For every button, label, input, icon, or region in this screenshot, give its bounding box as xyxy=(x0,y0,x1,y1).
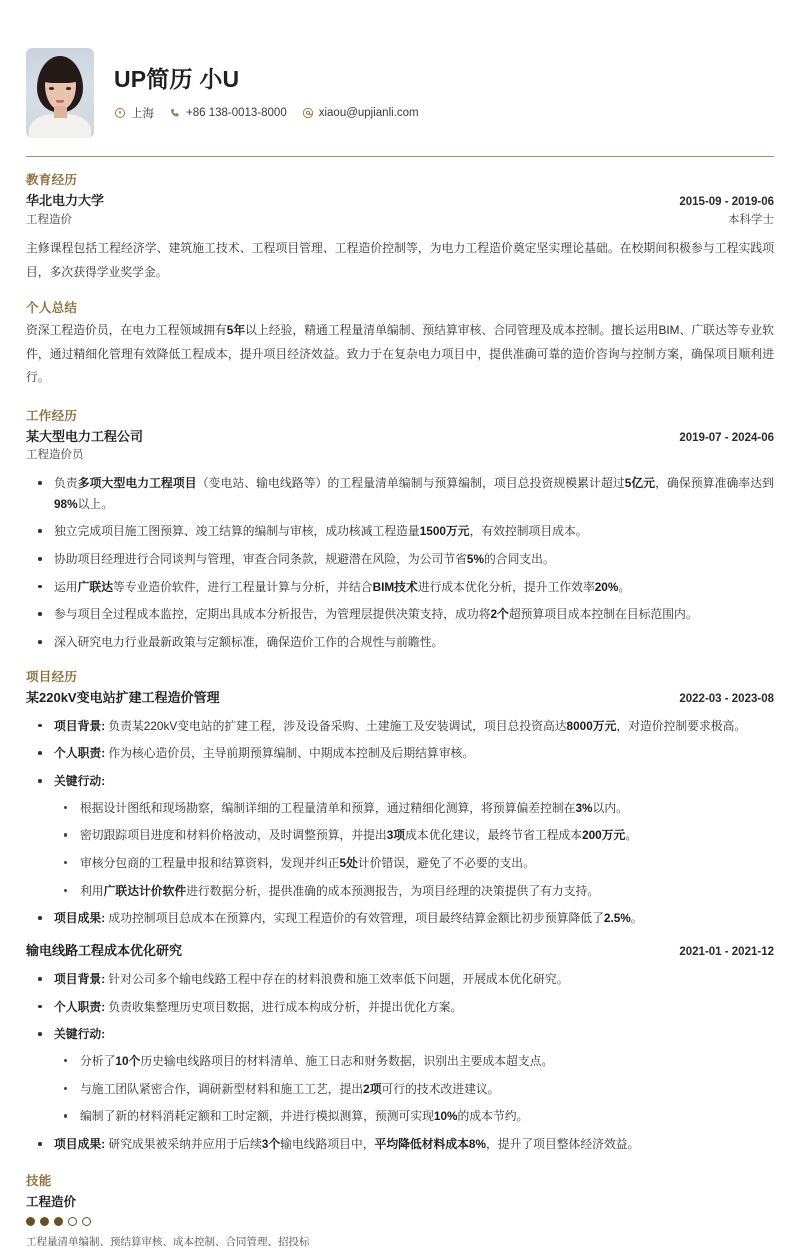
work-bullet-3-bold-3: BIM技术 xyxy=(372,579,418,594)
photo-mouth xyxy=(56,100,64,103)
project-action-list xyxy=(54,1051,774,1127)
skill-rating xyxy=(26,1217,774,1226)
skill-rating-dot xyxy=(26,1217,35,1226)
project-0-action-3-bold-1: 广联达计价软件 xyxy=(103,883,187,898)
project-actions xyxy=(26,1024,774,1127)
work-bullet-list xyxy=(26,473,774,652)
project-0-action-1-text-2: 成本优化建议，最终节省工程成本 xyxy=(405,828,583,843)
photo-eye-left xyxy=(49,87,54,90)
project-0-action-3-text-0: 利用 xyxy=(80,883,104,898)
section-work xyxy=(26,406,774,653)
work-bullet-0-text-0: 负责 xyxy=(54,476,78,491)
project-action-item xyxy=(54,1051,774,1072)
project-result-label: 项目成果: xyxy=(54,911,106,926)
project-date: 2022-03 - 2023-08 xyxy=(679,692,774,705)
portrait-photo xyxy=(26,48,94,138)
work-row-primary xyxy=(26,427,774,447)
project-1-result-text-2: 输电线路项目中， xyxy=(280,1137,375,1152)
project-1-result-text-4: ，提升了项目整体经济效益。 xyxy=(485,1137,640,1152)
project-1-action-1-bold-1: 2项 xyxy=(363,1081,382,1096)
education-date: 2015-09 - 2019-06 xyxy=(679,196,774,208)
summary-text xyxy=(26,319,774,390)
work-bullet-3-text-6: 。 xyxy=(618,579,631,594)
project-background-label: 项目背景: xyxy=(54,972,106,987)
work-bullet xyxy=(26,473,774,514)
work-bullet-2-text-2: 的合同支出。 xyxy=(483,552,555,567)
skill-name: 工程造价 xyxy=(26,1194,77,1209)
section-summary xyxy=(26,298,774,390)
project-name: 输电线路工程成本优化研究 xyxy=(26,942,183,958)
project-0-result-text-0: 成功控制项目总成本在预算内，实现工程造价的有效管理，项目最终结算金额比初步预算降低了 xyxy=(108,911,604,926)
section-education xyxy=(26,170,774,284)
skill-rating-dot xyxy=(68,1217,77,1226)
work-bullet-0-bold-3: 5亿元 xyxy=(624,476,656,491)
project-1-result-bold-3: 平均降低材料成本8% xyxy=(374,1137,486,1152)
project-0-result-text-2: 。 xyxy=(630,911,643,926)
section-title-work: 工作经历 xyxy=(26,409,78,424)
skill-rating-dot xyxy=(54,1217,63,1226)
work-bullet xyxy=(26,604,774,625)
work-bullet-3-text-0: 运用 xyxy=(54,579,78,594)
photo-neck xyxy=(54,106,67,118)
project-action-item xyxy=(54,881,774,902)
project-0-background-bold-1: 8000万元 xyxy=(566,718,617,733)
project-background xyxy=(26,969,774,990)
header-divider xyxy=(26,156,774,157)
project-0-action-1-text-0: 密切跟踪项目进度和材料价格波动，及时调整预算，并提出 xyxy=(80,828,387,843)
project-1-action-0-text-0: 分析了 xyxy=(80,1054,116,1069)
work-bullet-2-text-0: 协助项目经理进行合同谈判与管理，审查合同条款，规避潜在风险，为公司节省 xyxy=(54,552,467,567)
projects-container xyxy=(26,688,774,1155)
summary-part-1: 资深工程造价员，在电力工程领域拥有 xyxy=(26,323,227,338)
project-action-item xyxy=(54,798,774,819)
contact-email xyxy=(302,107,419,119)
project-0-duty-text-0: 作为核心造价员，主导前期预算编制、中期成本控制及后期结算审核。 xyxy=(108,746,475,761)
project-1-action-1-text-2: 可行的技术改进建议。 xyxy=(381,1081,500,1096)
work-bullet-3-text-4: 进行成本优化分析，提升工作效率 xyxy=(417,579,595,594)
work-bullet xyxy=(26,549,774,570)
photo-eye-right xyxy=(66,87,71,90)
project-date: 2021-01 - 2021-12 xyxy=(679,945,774,958)
contact-email-value: xiaou@upjianli.com xyxy=(318,106,419,119)
project-name: 某220kV变电站扩建工程造价管理 xyxy=(26,689,220,705)
section-title-skills: 技能 xyxy=(26,1173,52,1188)
project-1-action-2-bold-1: 10% xyxy=(433,1109,458,1124)
project-bullet-list xyxy=(26,716,774,929)
work-bullet-1-text-2: ，有效控制项目成本。 xyxy=(469,524,588,539)
education-school: 华北电力大学 xyxy=(26,193,105,208)
work-bullet-1-text-0: 独立完成项目施工图预算、竣工结算的编制与审核，成功核减工程造量 xyxy=(54,524,420,539)
contact-location xyxy=(114,105,154,121)
work-bullet-0-text-6: 以上。 xyxy=(77,496,114,511)
work-bullet xyxy=(26,577,774,598)
contact-phone-value: +86 138-0013-8000 xyxy=(186,106,287,119)
project-1-action-0-text-2: 历史输电线路项目的材料清单、施工日志和财务数据，识别出主要成本超支点。 xyxy=(140,1054,554,1069)
project-1-action-2-text-2: 的成本节约。 xyxy=(457,1109,529,1124)
education-row-secondary xyxy=(26,211,774,230)
page-title: UP简历 小U xyxy=(114,66,240,93)
project-0-action-0-bold-1: 3% xyxy=(575,800,593,815)
project-result xyxy=(26,1134,774,1155)
project-0-action-2-bold-1: 5处 xyxy=(339,856,358,871)
work-bullet xyxy=(26,521,774,542)
project-0-action-0-text-0: 根据设计图纸和现场勘察，编制详细的工程量清单和预算，通过精细化测算，将预算偏差控制在 xyxy=(80,800,576,815)
work-bullet-3-text-2: 等专业造价软件，进行工程量计算与分析，并结合 xyxy=(113,579,373,594)
project-background xyxy=(26,716,774,737)
contact-location-value: 上海 xyxy=(131,107,154,120)
work-bullet-4-text-0: 参与项目全过程成本监控，定期出具成本分析报告，为管理层提供决策支持，成功将 xyxy=(54,607,491,622)
project-0-background-text-2: ，对造价控制要求极高。 xyxy=(616,718,747,733)
skill-item xyxy=(26,1192,774,1251)
project-0-action-0-text-2: 以内。 xyxy=(592,800,628,815)
work-company: 某大型电力工程公司 xyxy=(26,429,144,445)
project-0-action-1-text-4: 。 xyxy=(625,828,638,843)
project-0-action-1-bold-1: 3项 xyxy=(386,828,406,843)
at-email-icon xyxy=(302,107,314,119)
project-item xyxy=(26,688,774,929)
project-1-result-text-0: 研究成果被采纳并应用于后续 xyxy=(108,1137,262,1152)
work-bullet-0-text-4: ，确保预算准确率达到 xyxy=(655,476,774,491)
contact-phone xyxy=(169,107,287,119)
project-header xyxy=(26,941,774,961)
project-action-item xyxy=(54,1106,774,1127)
project-action-item xyxy=(54,1079,774,1100)
project-0-action-1-bold-3: 200万元 xyxy=(582,828,626,843)
education-major: 工程造价 xyxy=(26,214,72,227)
section-title-education: 教育经历 xyxy=(26,173,78,187)
header-text-block xyxy=(114,65,774,121)
work-date: 2019-07 - 2024-06 xyxy=(679,432,774,445)
project-background-label: 项目背景: xyxy=(54,718,106,733)
work-bullet-0-bold-1: 多项大型电力工程项目 xyxy=(77,476,197,491)
project-1-result-bold-1: 3个 xyxy=(261,1137,281,1152)
work-bullet-2-bold-1: 5% xyxy=(466,552,484,567)
project-header xyxy=(26,688,774,708)
project-0-action-2-text-2: 计价错误，避免了不必要的支出。 xyxy=(357,856,535,871)
section-title-summary: 个人总结 xyxy=(26,301,78,316)
work-bullet-4-bold-1: 2个 xyxy=(490,607,509,622)
education-row-primary xyxy=(26,191,774,211)
project-0-background-text-0: 负责某220kV变电站的扩建工程，涉及设备采购、土建施工及安装调试，项目总投资高达 xyxy=(108,718,567,733)
work-bullet-3-bold-1: 广联达 xyxy=(77,579,114,594)
project-action-list xyxy=(54,798,774,902)
contact-list xyxy=(114,105,774,121)
project-1-background-text-0: 针对公司多个输电线路工程中存在的材料浪费和施工效率低下问题，开展成本优化研究。 xyxy=(108,972,569,987)
photo-fringe xyxy=(40,65,80,83)
section-projects xyxy=(26,667,774,1155)
skill-rating-dot xyxy=(82,1217,91,1226)
project-0-action-2-text-0: 审核分包商的工程量申报和结算资料，发现并纠正 xyxy=(80,856,340,871)
section-title-projects: 项目经历 xyxy=(26,669,78,684)
project-duty-label: 个人职责: xyxy=(54,999,106,1014)
resume-header xyxy=(26,0,774,156)
work-bullet-0-bold-5: 98% xyxy=(54,496,78,511)
summary-bold-1: 5年 xyxy=(226,323,246,338)
education-description: 主修课程包括工程经济学、建筑施工技术、工程项目管理、工程造价控制等，为电力工程造价奠定坚实理论基础。在校期间积极参与工程实践项目，多次获得学业奖学金。 xyxy=(26,241,774,279)
project-duty-label: 个人职责: xyxy=(54,746,106,761)
location-pin-icon xyxy=(114,107,126,119)
skills-container xyxy=(26,1192,774,1251)
project-result-label: 项目成果: xyxy=(54,1137,106,1152)
project-1-action-2-text-0: 编制了新的材料消耗定额和工时定额，并进行模拟测算，预测可实现 xyxy=(80,1109,434,1124)
education-degree: 本科学士 xyxy=(728,214,774,227)
work-bullet-0-text-2: （变电站、输电线路等）的工程量清单编制与预算编制，项目总投资规模累计超过 xyxy=(196,476,625,491)
project-1-duty-text-0: 负责收集整理历史项目数据，进行成本构成分析，并提出优化方案。 xyxy=(108,999,463,1014)
project-duty xyxy=(26,743,774,764)
section-skills xyxy=(26,1171,774,1251)
work-role: 工程造价员 xyxy=(26,449,84,462)
skill-rating-dot xyxy=(40,1217,49,1226)
summary-part-2: 以上经验，精通工程量清单编制、预结算审核、合同管理及成本控制。擅长运用BIM、广联达等专业软件，通过精细化管理有效降低工程成本，提升项目经济效益。致力于在复杂电力项目中，提供准确可靠的造价咨询与控制方案，确保项目顺利进行。 xyxy=(26,323,774,385)
project-result xyxy=(26,908,774,929)
project-0-action-3-text-2: 进行数据分析，提供准确的成本预测报告，为项目经理的决策提供了有力支持。 xyxy=(186,883,600,898)
project-1-action-0-bold-1: 10个 xyxy=(115,1054,141,1069)
project-action-item xyxy=(54,825,774,846)
work-bullet xyxy=(26,632,774,653)
work-bullet-4-text-2: 超预算项目成本控制在目标范围内。 xyxy=(508,607,698,622)
project-bullet-list xyxy=(26,969,774,1154)
work-bullet-5-text-0: 深入研究电力行业最新政策与定额标准，确保造价工作的合规性与前瞻性。 xyxy=(54,634,444,649)
work-bullet-1-bold-1: 1500万元 xyxy=(419,524,470,539)
project-actions xyxy=(26,771,774,901)
project-action-item xyxy=(54,853,774,874)
project-item xyxy=(26,941,774,1155)
project-1-action-1-text-0: 与施工团队紧密合作，调研新型材料和施工工艺，提出 xyxy=(80,1081,364,1096)
project-0-result-bold-1: 2.5% xyxy=(603,911,631,926)
project-action-label: 关键行动: xyxy=(54,774,106,789)
work-bullet-3-bold-5: 20% xyxy=(594,579,619,594)
skill-tags: 工程量清单编制、预结算审核、成本控制、合同管理、招投标 xyxy=(26,1235,310,1248)
project-duty xyxy=(26,997,774,1018)
project-action-label: 关键行动: xyxy=(54,1027,106,1042)
phone-icon xyxy=(169,107,181,119)
